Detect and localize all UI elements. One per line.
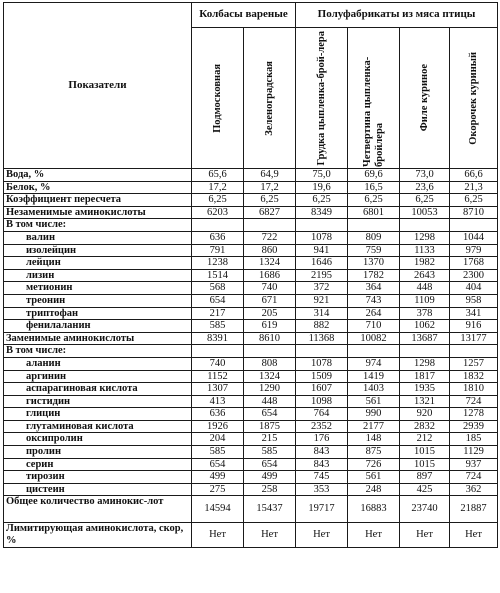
cell-value: 64,9 xyxy=(244,169,296,182)
cell-value: 958 xyxy=(450,294,498,307)
cell-value: 791 xyxy=(192,244,244,257)
column-header xyxy=(400,28,450,169)
table-row xyxy=(4,458,498,471)
cell-value: 1015 xyxy=(400,446,450,459)
cell-value: 724 xyxy=(450,471,498,484)
cell-value: 19,6 xyxy=(296,181,348,194)
cell-value: 258 xyxy=(244,483,296,496)
cell-value: 17,2 xyxy=(192,181,244,194)
cell-value: 920 xyxy=(400,408,450,421)
cell-value: 6,25 xyxy=(244,194,296,207)
table-row xyxy=(4,282,498,295)
cell-value: 1078 xyxy=(296,357,348,370)
cell-value: 275 xyxy=(192,483,244,496)
cell-value: 499 xyxy=(244,471,296,484)
cell-value: 561 xyxy=(348,471,400,484)
cell-value: 1044 xyxy=(450,231,498,244)
cell-value: 6,25 xyxy=(296,194,348,207)
row-label: глицин xyxy=(4,408,192,421)
column-header xyxy=(296,28,348,169)
cell-value: 215 xyxy=(244,433,296,446)
column-header-text: Четвертина цыпленка-бройлера xyxy=(361,56,385,167)
cell-value: 671 xyxy=(244,294,296,307)
cell-value: 425 xyxy=(400,483,450,496)
cell-value: 16,5 xyxy=(348,181,400,194)
cell-value: 6,25 xyxy=(400,194,450,207)
table-row xyxy=(4,345,498,358)
cell-value: 654 xyxy=(192,458,244,471)
cell-value: 75,0 xyxy=(296,169,348,182)
table-row xyxy=(4,471,498,484)
cell-value: 1062 xyxy=(400,320,450,333)
row-label: триптофан xyxy=(4,307,192,320)
cell-value: 13177 xyxy=(450,332,498,345)
cell-value: 710 xyxy=(348,320,400,333)
table-row xyxy=(4,370,498,383)
cell-value: 1298 xyxy=(400,231,450,244)
cell-value: 13687 xyxy=(400,332,450,345)
cell-value: 724 xyxy=(450,395,498,408)
cell-value: 897 xyxy=(400,471,450,484)
row-label: лейцин xyxy=(4,257,192,270)
column-header-text: Зеленоградская xyxy=(263,60,275,136)
cell-value: 745 xyxy=(296,471,348,484)
table-row xyxy=(4,496,498,523)
cell-value: 636 xyxy=(192,231,244,244)
cell-value: 1403 xyxy=(348,383,400,396)
row-label: лизин xyxy=(4,269,192,282)
cell-value: 1321 xyxy=(400,395,450,408)
row-label: аспарагиновая кислота xyxy=(4,383,192,396)
cell-value xyxy=(450,345,498,358)
cell-value: Нет xyxy=(296,523,348,548)
column-header xyxy=(244,28,296,169)
column-header xyxy=(348,28,400,169)
cell-value: 585 xyxy=(244,446,296,459)
row-label: Незаменимые аминокислоты xyxy=(4,206,192,219)
cell-value: 14594 xyxy=(192,496,244,523)
row-label: метионин xyxy=(4,282,192,295)
row-label: Вода, % xyxy=(4,169,192,182)
row-label: глутаминовая кислота xyxy=(4,420,192,433)
cell-value: 205 xyxy=(244,307,296,320)
cell-value: 8391 xyxy=(192,332,244,345)
table-row xyxy=(4,483,498,496)
cell-value: 2643 xyxy=(400,269,450,282)
cell-value xyxy=(192,219,244,232)
table-row xyxy=(4,294,498,307)
cell-value: 1015 xyxy=(400,458,450,471)
cell-value: 1129 xyxy=(450,446,498,459)
row-label: Лимитирующая аминокислота, скор, % xyxy=(4,523,192,548)
row-label: фенилаланин xyxy=(4,320,192,333)
table-row xyxy=(4,269,498,282)
cell-value: 1257 xyxy=(450,357,498,370)
cell-value: 341 xyxy=(450,307,498,320)
indicators-header: Показатели xyxy=(4,3,192,169)
cell-value: 654 xyxy=(244,408,296,421)
poultry-group-header: Полуфабрикаты из мяса птицы xyxy=(296,3,498,28)
cell-value: 937 xyxy=(450,458,498,471)
cell-value: 21887 xyxy=(450,496,498,523)
cell-value: Нет xyxy=(192,523,244,548)
cell-value: 1817 xyxy=(400,370,450,383)
cell-value: 1607 xyxy=(296,383,348,396)
cell-value: 364 xyxy=(348,282,400,295)
cell-value: 764 xyxy=(296,408,348,421)
row-label: цистеин xyxy=(4,483,192,496)
cell-value: 2195 xyxy=(296,269,348,282)
table-row xyxy=(4,446,498,459)
sausages-group-header: Колбасы вареные xyxy=(192,3,296,28)
table-row xyxy=(4,244,498,257)
table-row xyxy=(4,320,498,333)
row-label: гистидин xyxy=(4,395,192,408)
cell-value: 314 xyxy=(296,307,348,320)
cell-value: 6,25 xyxy=(450,194,498,207)
cell-value: 1926 xyxy=(192,420,244,433)
cell-value: 726 xyxy=(348,458,400,471)
cell-value: 21,3 xyxy=(450,181,498,194)
row-label: Общее количество аминокис-лот xyxy=(4,496,192,523)
cell-value: 248 xyxy=(348,483,400,496)
table-row xyxy=(4,357,498,370)
table-body xyxy=(4,169,498,548)
cell-value: 860 xyxy=(244,244,296,257)
cell-value: 23740 xyxy=(400,496,450,523)
cell-value: 378 xyxy=(400,307,450,320)
cell-value: 2352 xyxy=(296,420,348,433)
cell-value: 6203 xyxy=(192,206,244,219)
cell-value: 362 xyxy=(450,483,498,496)
cell-value: 6801 xyxy=(348,206,400,219)
table-row xyxy=(4,194,498,207)
cell-value: 843 xyxy=(296,446,348,459)
cell-value: 654 xyxy=(192,294,244,307)
cell-value: 404 xyxy=(450,282,498,295)
cell-value: 8710 xyxy=(450,206,498,219)
cell-value: 17,2 xyxy=(244,181,296,194)
column-header-text: Окорочек куриный xyxy=(467,51,479,145)
row-label: серин xyxy=(4,458,192,471)
cell-value: 19717 xyxy=(296,496,348,523)
cell-value: 1238 xyxy=(192,257,244,270)
cell-value: 66,6 xyxy=(450,169,498,182)
table-row xyxy=(4,257,498,270)
cell-value: 974 xyxy=(348,357,400,370)
table-row xyxy=(4,332,498,345)
cell-value xyxy=(192,345,244,358)
cell-value: 1098 xyxy=(296,395,348,408)
cell-value: 1109 xyxy=(400,294,450,307)
cell-value: 11368 xyxy=(296,332,348,345)
cell-value: 23,6 xyxy=(400,181,450,194)
cell-value xyxy=(400,219,450,232)
cell-value: 6,25 xyxy=(192,194,244,207)
row-label: оксипролин xyxy=(4,433,192,446)
cell-value: 875 xyxy=(348,446,400,459)
cell-value: 636 xyxy=(192,408,244,421)
cell-value: 2177 xyxy=(348,420,400,433)
column-header-text: Филе куриное xyxy=(418,64,430,132)
cell-value: 10053 xyxy=(400,206,450,219)
cell-value xyxy=(296,345,348,358)
table-row xyxy=(4,433,498,446)
cell-value: 69,6 xyxy=(348,169,400,182)
cell-value: Нет xyxy=(400,523,450,548)
row-label: пролин xyxy=(4,446,192,459)
cell-value: 1324 xyxy=(244,370,296,383)
cell-value: 264 xyxy=(348,307,400,320)
cell-value: 185 xyxy=(450,433,498,446)
table-row xyxy=(4,420,498,433)
cell-value: 1307 xyxy=(192,383,244,396)
cell-value xyxy=(450,219,498,232)
cell-value: 1768 xyxy=(450,257,498,270)
cell-value: 1152 xyxy=(192,370,244,383)
column-header xyxy=(192,28,244,169)
table-row xyxy=(4,169,498,182)
row-label: В том числе: xyxy=(4,219,192,232)
table-row xyxy=(4,383,498,396)
cell-value: 353 xyxy=(296,483,348,496)
cell-value: 979 xyxy=(450,244,498,257)
row-label: Белок, % xyxy=(4,181,192,194)
cell-value: 148 xyxy=(348,433,400,446)
cell-value: 15437 xyxy=(244,496,296,523)
cell-value: Нет xyxy=(450,523,498,548)
cell-value: 759 xyxy=(348,244,400,257)
cell-value: 6827 xyxy=(244,206,296,219)
cell-value: 882 xyxy=(296,320,348,333)
cell-value: 916 xyxy=(450,320,498,333)
cell-value: 65,6 xyxy=(192,169,244,182)
cell-value: 1133 xyxy=(400,244,450,257)
cell-value: 1290 xyxy=(244,383,296,396)
cell-value: 217 xyxy=(192,307,244,320)
cell-value: 8610 xyxy=(244,332,296,345)
table-row xyxy=(4,408,498,421)
cell-value: 1982 xyxy=(400,257,450,270)
cell-value xyxy=(296,219,348,232)
cell-value xyxy=(348,345,400,358)
cell-value: 1935 xyxy=(400,383,450,396)
cell-value: 2832 xyxy=(400,420,450,433)
cell-value: 448 xyxy=(244,395,296,408)
cell-value: 16883 xyxy=(348,496,400,523)
cell-value: Нет xyxy=(348,523,400,548)
amino-acid-table-wrapper xyxy=(3,2,498,548)
cell-value: 1646 xyxy=(296,257,348,270)
cell-value: 743 xyxy=(348,294,400,307)
column-header xyxy=(450,28,498,169)
cell-value: 561 xyxy=(348,395,400,408)
cell-value: 1278 xyxy=(450,408,498,421)
row-label: Коэффициент пересчета xyxy=(4,194,192,207)
cell-value: 1782 xyxy=(348,269,400,282)
cell-value: 585 xyxy=(192,320,244,333)
cell-value: 372 xyxy=(296,282,348,295)
cell-value: 740 xyxy=(192,357,244,370)
cell-value: 1686 xyxy=(244,269,296,282)
cell-value: 10082 xyxy=(348,332,400,345)
cell-value: 448 xyxy=(400,282,450,295)
cell-value: 413 xyxy=(192,395,244,408)
cell-value: Нет xyxy=(244,523,296,548)
cell-value: 941 xyxy=(296,244,348,257)
table-row xyxy=(4,206,498,219)
row-label: аргинин xyxy=(4,370,192,383)
cell-value: 1514 xyxy=(192,269,244,282)
cell-value: 843 xyxy=(296,458,348,471)
cell-value: 2300 xyxy=(450,269,498,282)
cell-value: 6,25 xyxy=(348,194,400,207)
table-row xyxy=(4,181,498,194)
cell-value: 722 xyxy=(244,231,296,244)
cell-value: 619 xyxy=(244,320,296,333)
cell-value: 8349 xyxy=(296,206,348,219)
cell-value xyxy=(244,219,296,232)
amino-acid-composition-table xyxy=(3,2,498,548)
cell-value: 809 xyxy=(348,231,400,244)
cell-value: 921 xyxy=(296,294,348,307)
cell-value: 1370 xyxy=(348,257,400,270)
row-label: В том числе: xyxy=(4,345,192,358)
row-label: Заменимые аминокислоты xyxy=(4,332,192,345)
table-row xyxy=(4,395,498,408)
row-label: треонин xyxy=(4,294,192,307)
cell-value: 654 xyxy=(244,458,296,471)
cell-value: 990 xyxy=(348,408,400,421)
cell-value: 73,0 xyxy=(400,169,450,182)
cell-value: 1509 xyxy=(296,370,348,383)
cell-value: 2939 xyxy=(450,420,498,433)
cell-value: 499 xyxy=(192,471,244,484)
row-label: аланин xyxy=(4,357,192,370)
table-row xyxy=(4,219,498,232)
cell-value: 212 xyxy=(400,433,450,446)
cell-value: 1875 xyxy=(244,420,296,433)
cell-value: 1324 xyxy=(244,257,296,270)
row-label: тирозин xyxy=(4,471,192,484)
column-header-text: Подмосковная xyxy=(211,63,223,133)
row-label: валин xyxy=(4,231,192,244)
cell-value xyxy=(400,345,450,358)
cell-value: 585 xyxy=(192,446,244,459)
table-row xyxy=(4,307,498,320)
column-header-text: Грудка цыпленка-брой-лера xyxy=(315,30,327,166)
cell-value: 1298 xyxy=(400,357,450,370)
cell-value: 1419 xyxy=(348,370,400,383)
row-label: изолейцин xyxy=(4,244,192,257)
cell-value: 808 xyxy=(244,357,296,370)
cell-value: 204 xyxy=(192,433,244,446)
table-row xyxy=(4,231,498,244)
cell-value: 1078 xyxy=(296,231,348,244)
cell-value: 176 xyxy=(296,433,348,446)
cell-value: 1832 xyxy=(450,370,498,383)
cell-value xyxy=(244,345,296,358)
cell-value: 568 xyxy=(192,282,244,295)
cell-value: 1810 xyxy=(450,383,498,396)
cell-value xyxy=(348,219,400,232)
table-row xyxy=(4,523,498,548)
cell-value: 740 xyxy=(244,282,296,295)
